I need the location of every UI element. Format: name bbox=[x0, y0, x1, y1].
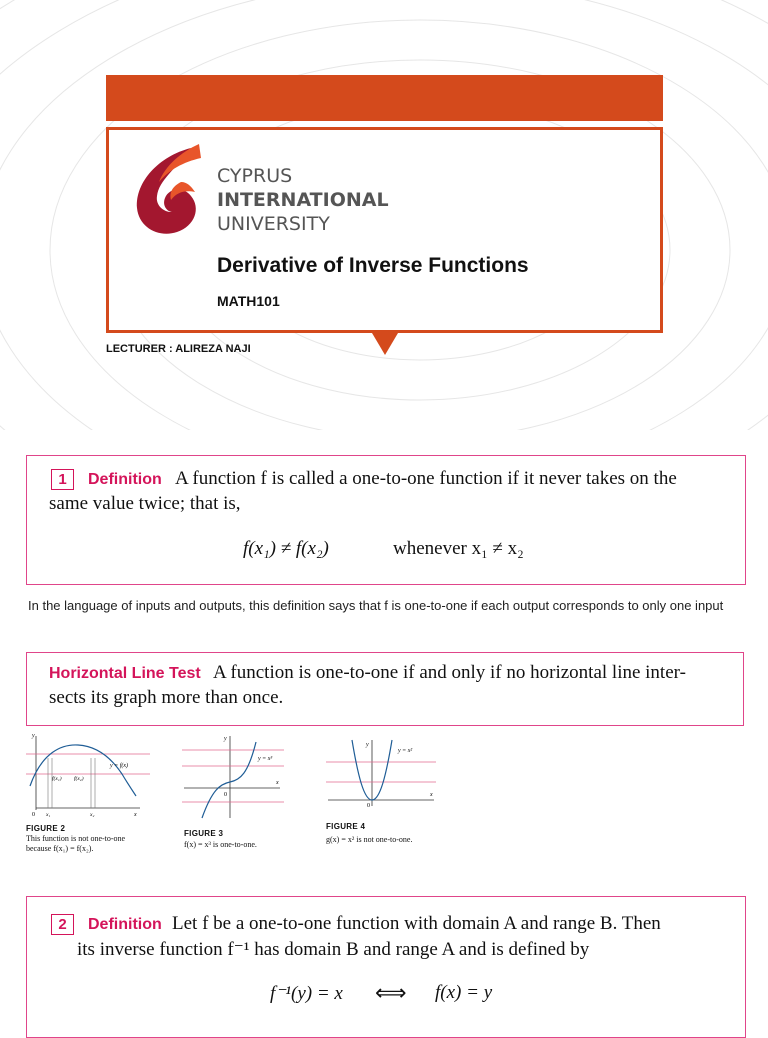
figure-2 bbox=[22, 730, 152, 855]
definition-1-formula: f(x₁) ≠ f(x₂) bbox=[243, 538, 329, 559]
definition-2-formula-left: f⁻¹(y) = x bbox=[270, 983, 343, 1004]
definition-1-text-line2: same value twice; that is, bbox=[49, 493, 241, 514]
lecturer-name: LECTURER : ALIREZA NAJI bbox=[106, 343, 251, 355]
figure-4-caption: g(x) = x² is not one-to-one. bbox=[326, 835, 413, 844]
definition-1-condition: whenever x₁ ≠ x₂ bbox=[393, 538, 524, 559]
figure-2-graph bbox=[22, 730, 152, 820]
figure-3-y-label: y bbox=[224, 736, 227, 742]
deck-title: Derivative of Inverse Functions bbox=[217, 254, 529, 277]
explanation-paragraph: In the language of inputs and outputs, this definition says that f is one-to-one if each output corresponds to only one input bbox=[28, 598, 724, 613]
figure-2-caption-line2: because f(x₁) = f(x₂). bbox=[26, 844, 94, 853]
definition-2-box bbox=[26, 896, 746, 1038]
figure-4-x-label: x bbox=[430, 792, 433, 798]
figure-2-x2-label: x₂ bbox=[90, 812, 95, 818]
figure-2-fx2-label: f(x₂) bbox=[74, 776, 84, 782]
definition-number: 1 bbox=[51, 469, 74, 490]
definition-2-label: Definition bbox=[88, 916, 162, 933]
title-pointer-arrow bbox=[372, 333, 398, 355]
figure-3-title: FIGURE 3 bbox=[184, 829, 224, 838]
definition-1-box bbox=[26, 455, 746, 585]
definition-2-formula-right: f(x) = y bbox=[435, 982, 493, 1003]
figure-4-title: FIGURE 4 bbox=[326, 822, 366, 831]
figure-2-caption-line1: This function is not one-to-one bbox=[26, 834, 126, 843]
title-card bbox=[106, 127, 663, 333]
iff-arrow-icon: ⟺ bbox=[375, 980, 407, 1005]
figure-3-x-label: x bbox=[276, 780, 279, 786]
university-name-line2: INTERNATIONAL bbox=[217, 189, 389, 211]
figure-2-y-label: y bbox=[32, 733, 35, 739]
figure-2-caption bbox=[26, 834, 125, 854]
definition-2-text-line1: Let f be a one-to-one function with domain A and range B. Then bbox=[172, 913, 661, 934]
definition-1-text-line1: A function f is called a one-to-one function if it never takes on the bbox=[175, 468, 677, 489]
horizontal-line-test-text-line1: A function is one-to-one if and only if no horizontal line inter- bbox=[213, 662, 686, 683]
figure-2-curve-label: y = f(x) bbox=[110, 763, 129, 769]
figure-2-fx1-label: f(x₁) bbox=[52, 776, 62, 782]
university-name bbox=[217, 164, 389, 236]
figure-4 bbox=[324, 736, 444, 861]
title-banner-bar bbox=[106, 75, 663, 121]
figure-3-caption: f(x) = x³ is one-to-one. bbox=[184, 840, 257, 849]
university-name-line1: CYPRUS bbox=[217, 165, 293, 187]
figure-3-origin-label: 0 bbox=[224, 792, 227, 798]
figure-2-x-label: x bbox=[134, 812, 137, 818]
figure-3-graph bbox=[180, 732, 290, 820]
figure-4-graph bbox=[324, 736, 444, 808]
figure-4-origin-label: 0 bbox=[367, 803, 370, 808]
university-logo-icon bbox=[129, 142, 209, 238]
figure-2-origin-label: 0 bbox=[32, 812, 35, 818]
university-name-line3: UNIVERSITY bbox=[217, 213, 330, 235]
definition-2-number: 2 bbox=[51, 914, 74, 935]
figure-4-curve-label: y = x² bbox=[398, 748, 413, 754]
horizontal-line-test-box bbox=[26, 652, 744, 726]
course-code: MATH101 bbox=[217, 293, 280, 309]
figure-2-title: FIGURE 2 bbox=[26, 824, 66, 833]
figure-2-x1-label: x₁ bbox=[46, 812, 51, 818]
horizontal-line-test-text-line2: sects its graph more than once. bbox=[49, 687, 284, 708]
definition-label: Definition bbox=[88, 471, 162, 488]
definition-2-text-line2: its inverse function f⁻¹ has domain B and range A and is defined by bbox=[77, 939, 590, 960]
figure-3 bbox=[180, 732, 290, 857]
horizontal-line-test-label: Horizontal Line Test bbox=[49, 665, 201, 682]
figure-4-y-label: y bbox=[366, 742, 369, 748]
figure-3-curve-label: y = x³ bbox=[258, 756, 273, 762]
